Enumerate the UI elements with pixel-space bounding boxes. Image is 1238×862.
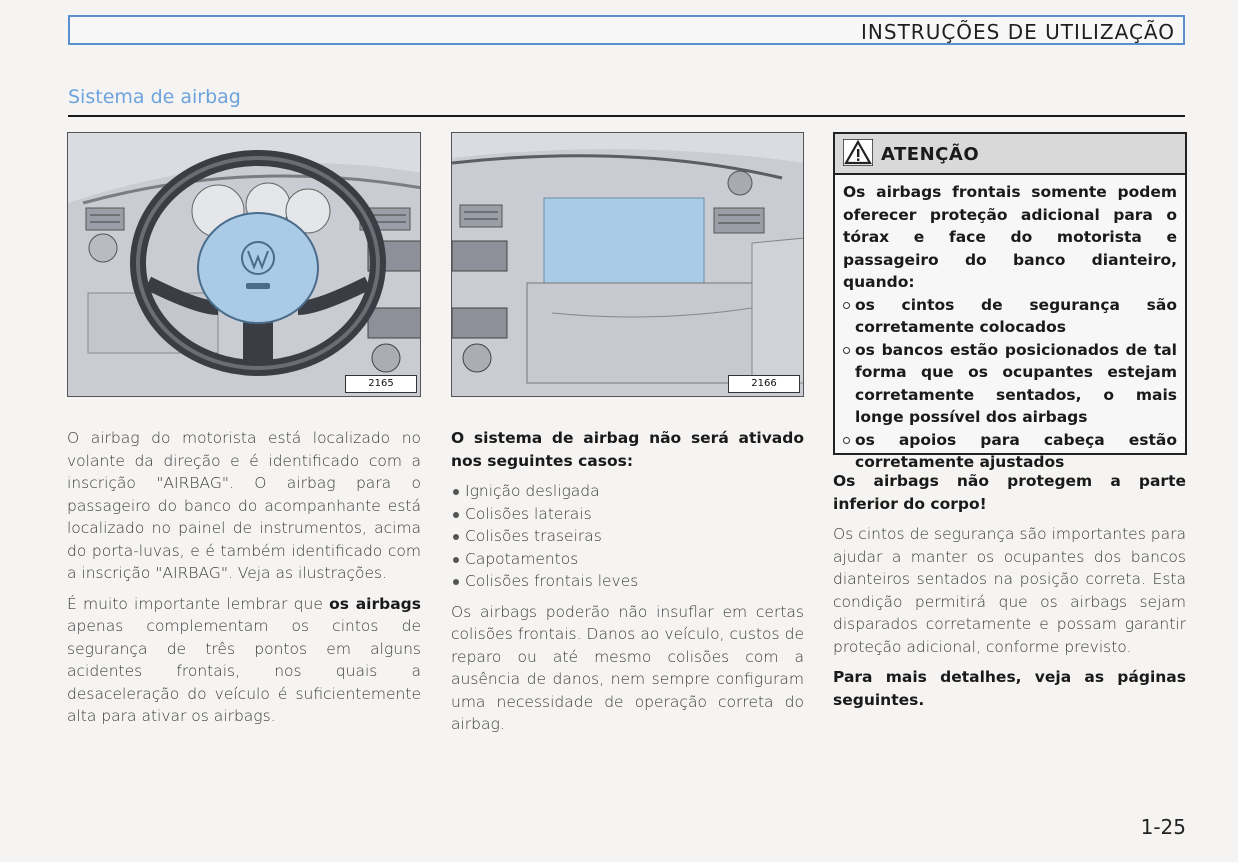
list-item: Ignição desligada [451,480,804,503]
steering-wheel-illustration [68,133,421,397]
list-item: Capotamentos [451,548,804,571]
paragraph-seat-belts: Os cintos de segurança são importantes para ajudar a manter os ocupantes dos bancos dianteiros sentados na posição correta. Esta condição permitirá que os airbags sejam disparados corretamente e possam garantir proteção adicional, conforme previsto. [833,525,1186,656]
list-item: Colisões traseiras [451,525,804,548]
dashboard-illustration [452,133,804,397]
warning-triangle-icon [843,139,873,166]
heading-not-activated: O sistema de airbag não será ativado nos seguintes casos: [451,429,804,470]
column-lower-body [833,470,1186,719]
list-item: os apoios para cabeça estão corretamente ajustados [843,429,1177,474]
column-driver-airbag [67,427,421,736]
list-item: Colisões laterais [451,503,804,526]
warning-intro: Os airbags frontais somente podem oferecer proteção adicional para o tórax e face do motorista e passageiro do banco dianteiro, quando: [843,183,1177,291]
text-bold: os airbags [329,594,421,613]
list-item: os bancos estão posicionados de tal forma que os ocupantes estejam corretamente sentados, o mais longe possível dos airbags [843,339,1177,429]
figure-number: 2165 [345,375,417,393]
list-item: Colisões frontais leves [451,570,804,593]
paragraph-more-details: Para mais detalhes, veja as páginas seguintes. [833,668,1186,709]
warning-list [843,294,1177,474]
figure-dashboard [451,132,804,397]
paragraph-airbag-importance [67,593,421,728]
figure-number: 2166 [728,375,800,393]
paragraph-airbag-location: O airbag do motorista está localizado no volante da direção e é identificado com a inscrição "AIRBAG". O airbag para o passageiro do banco do acompanhante está localizado no painel de instrumentos, acima do porta-luvas, e é também identificado com a inscrição "AIRBAG". Veja as ilustrações. [67,429,421,582]
header-title: INSTRUÇÕES DE UTILIZAÇÃO [861,20,1175,44]
header-bar [68,15,1185,45]
section-title: Sistema de airbag [68,86,241,108]
list-not-activated [451,480,804,593]
text: apenas complementam os cintos de segurança de três pontos em alguns acidentes frontais, nos quais a desaceleração do veículo é suficientemente alta para ativar os airbags. [67,617,421,725]
warning-body [835,175,1185,474]
figure-steering-wheel [67,132,421,397]
section-divider [68,115,1185,117]
heading-lower-body: Os airbags não protegem a parte inferior do corpo! [833,472,1186,513]
warning-box [833,132,1187,471]
text: É muito importante lembrar que [67,594,330,613]
paragraph-may-not-inflate: Os airbags poderão não insuflar em certas colisões frontais. Danos ao veículo, custos de reparo ou até mesmo colisões com a ausência de danos, nem sempre configuram uma necessidade de operação correta do airbag. [451,602,804,733]
warning-header [835,134,1185,175]
list-item: os cintos de segurança são corretamente colocados [843,294,1177,339]
warning-title: ATENÇÃO [881,144,980,165]
page-number: 1-25 [1140,815,1186,839]
column-not-activated [451,427,804,744]
